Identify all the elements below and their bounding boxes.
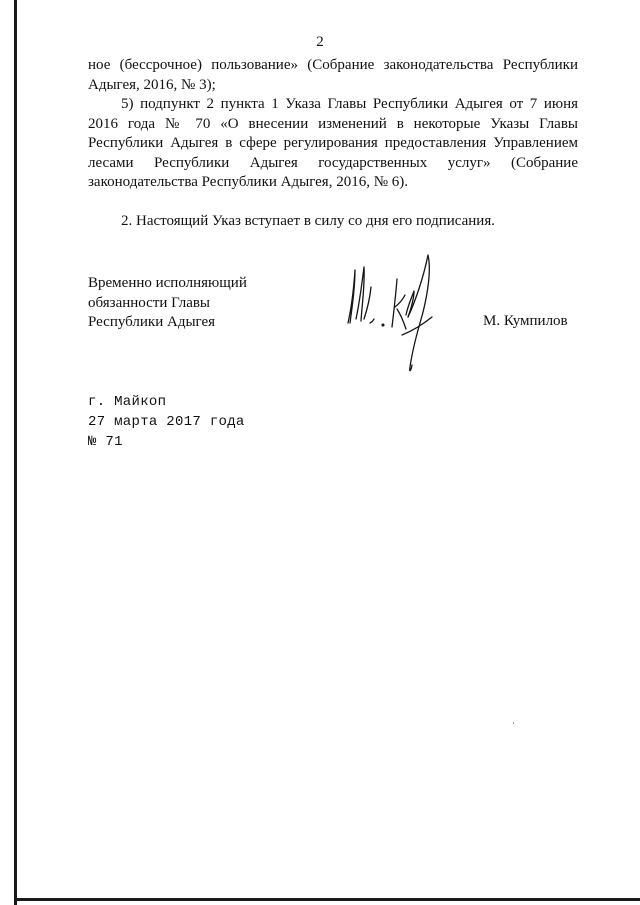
signer-name: М. Кумпилов — [483, 313, 568, 329]
signatory-position — [88, 274, 247, 333]
position-line: Временно исполняющий — [88, 275, 247, 291]
document-body — [88, 56, 578, 231]
paragraph-clause-2: 2. Настоящий Указ вступает в силу со дня его подписания. — [121, 212, 495, 229]
scan-border-left — [14, 0, 17, 905]
position-line: обязанности Главы — [88, 294, 211, 311]
place-date-stamp — [88, 392, 245, 452]
scan-border-bottom — [14, 898, 640, 901]
page-number: 2 — [316, 34, 324, 50]
decree-number: № 71 — [88, 434, 123, 450]
handwritten-signature — [340, 245, 450, 375]
scan-speck — [513, 722, 514, 724]
decree-date: 27 марта 2017 года — [88, 414, 245, 430]
position-line: Республики Адыгея — [88, 314, 216, 330]
paragraph-item-5: 5) подпункт 2 пункта 1 Указа Главы Республики Адыгея от 7 июня 2016 года № 70 «О внесении изменений в некоторые Указы Главы Республики Адыгея в сфере регулирования предоставления Управлением лесами Республики Адыгея государственных услуг» (Собрание законодательства Республики Адыгея, 2016, № 6). — [88, 96, 578, 190]
city: г. Майкоп — [88, 394, 167, 410]
paragraph-continuation: ное (бессрочное) пользование» (Собрание законодательства Республики Адыгея, 2016, № 3); — [88, 57, 578, 93]
